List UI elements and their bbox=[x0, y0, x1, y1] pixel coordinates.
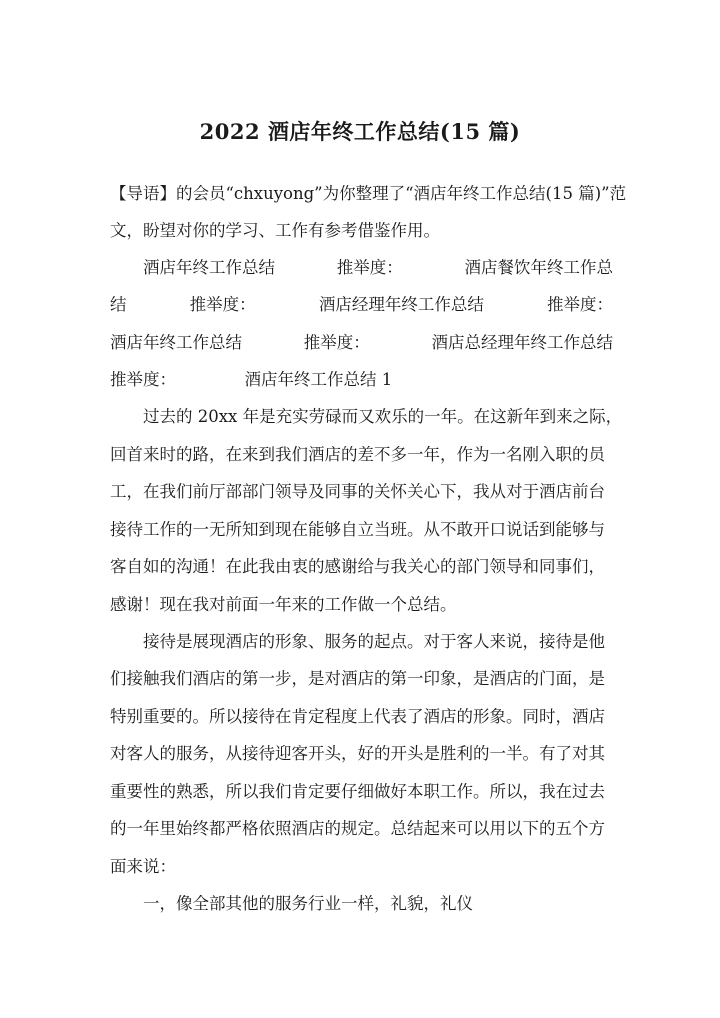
toc-line-4 bbox=[110, 370, 392, 390]
paragraph-1-line: 客自如的沟通！在此我由衷的感谢给与我关心的部门领导和同事们， bbox=[110, 557, 605, 576]
paragraph-1-line: 工，在我们前厅部部门领导及同事的关怀关心下，我从对于酒店前台 bbox=[110, 482, 605, 501]
toc-item-title: 酒店总经理年终工作总结 bbox=[431, 333, 613, 352]
paragraph-2-line: 们接触我们酒店的第一步，是对酒店的第一印象，是酒店的门面，是 bbox=[110, 669, 605, 688]
toc-line-2 bbox=[110, 295, 613, 315]
toc-item-rating-label: 推举度： bbox=[110, 370, 176, 389]
paragraph-2-line: 接待是展现酒店的形象、服务的起点。对于客人来说，接待是他 bbox=[143, 632, 605, 651]
toc-item-title-end: 结 bbox=[110, 295, 127, 314]
section-heading: 酒店年终工作总结 1 bbox=[244, 370, 393, 389]
toc-item-rating-label: 推举度： bbox=[189, 295, 256, 314]
paragraph-3-line: 一，像全部其他的服务行业一样，礼貌，礼仪 bbox=[143, 894, 473, 913]
paragraph-2-line: 特别重要的。所以接待在肯定程度上代表了酒店的形象。同时，酒店 bbox=[110, 707, 605, 726]
toc-item-rating-label: 推举度： bbox=[303, 333, 370, 352]
toc-item-title: 酒店年终工作总结 bbox=[143, 258, 275, 277]
toc-line-1 bbox=[143, 258, 613, 278]
paragraph-1-line: 感谢！现在我对前面一年来的工作做一个总结。 bbox=[110, 595, 457, 614]
paragraph-2-line: 面来说： bbox=[110, 857, 176, 876]
toc-line-3 bbox=[110, 333, 613, 353]
toc-item-rating-label: 推举度： bbox=[336, 258, 403, 277]
intro-line-2: 文，盼望对你的学习、工作有参考借鉴作用。 bbox=[110, 221, 440, 240]
toc-item-title: 酒店餐饮年终工作总 bbox=[464, 258, 613, 277]
toc-item-rating-label: 推举度： bbox=[546, 295, 613, 314]
intro-line-1: 【导语】的会员“chxuyong”为你整理了“酒店年终工作总结(15 篇)”范 bbox=[110, 184, 627, 203]
paragraph-2-line: 重要性的熟悉，所以我们肯定要仔细做好本职工作。所以，我在过去 bbox=[110, 782, 605, 801]
paragraph-1-line: 回首来时的路，在来到我们酒店的差不多一年，作为一名刚入职的员 bbox=[110, 445, 605, 464]
document-title: 2022 酒店年终工作总结(15 篇) bbox=[199, 119, 521, 144]
paragraph-2-line: 的一年里始终都严格依照酒店的规定。总结起来可以用以下的五个方 bbox=[110, 819, 605, 838]
paragraph-2-line: 对客人的服务，从接待迎客开头，好的开头是胜利的一半。有了对其 bbox=[110, 744, 605, 763]
paragraph-1-line: 接待工作的一无所知到现在能够自立当班。从不敢开口说话到能够与 bbox=[110, 520, 605, 539]
toc-item-title: 酒店年终工作总结 bbox=[110, 333, 242, 352]
toc-item-title: 酒店经理年终工作总结 bbox=[318, 295, 484, 314]
paragraph-1-line: 过去的 20xx 年是充实劳碌而又欢乐的一年。在这新年到来之际， bbox=[143, 407, 623, 426]
